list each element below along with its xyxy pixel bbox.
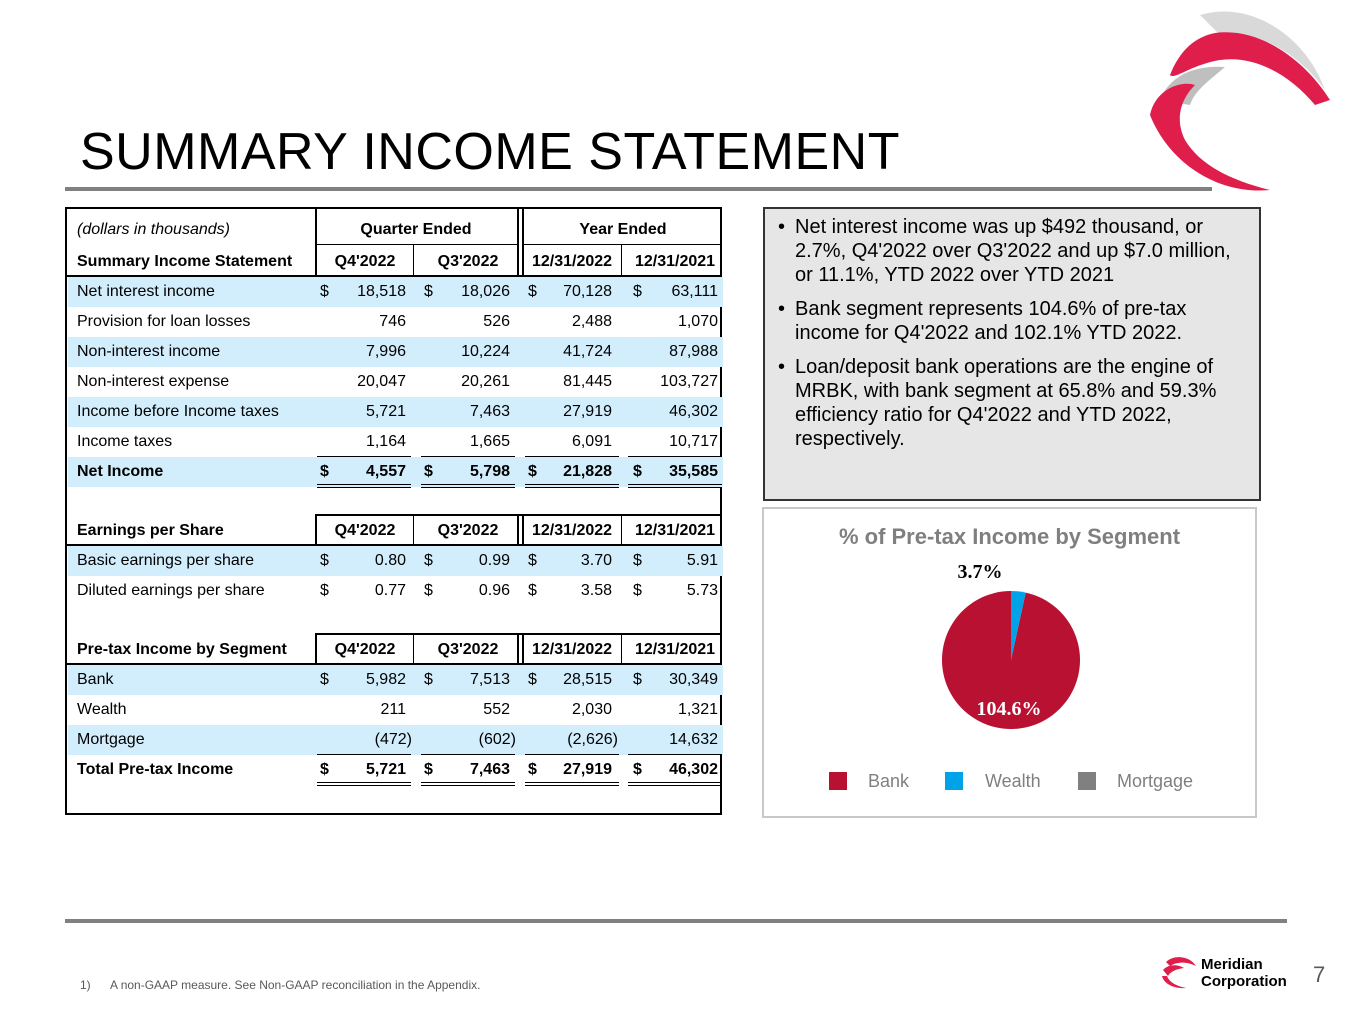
value-ytd-2022: 70,128 — [563, 283, 612, 300]
table-column-header-row — [68, 247, 723, 277]
table-row — [68, 695, 723, 725]
total-double-rule — [317, 782, 411, 786]
value-ytd-2021: 5.91 — [686, 552, 718, 569]
bullet-efficiency: • Loan/deposit bank operations are the engine of MRBK, with bank segment at 65.8% and 59.3% efficiency ratio for Q4'2022 and YTD 2022, respectively. — [795, 355, 1239, 451]
value-q3: 20,261 — [461, 373, 510, 390]
value-q3: 0.99 — [478, 552, 510, 569]
table-row-net-income — [68, 457, 723, 487]
value-q3: 526 — [483, 313, 510, 330]
value-ytd-2021: 63,111 — [671, 283, 718, 300]
eps-header-bottom-rule — [67, 544, 722, 546]
value-q3: 0.96 — [478, 582, 510, 599]
row-label: Provision for loan losses — [77, 313, 251, 330]
eps-header: Earnings per Share — [77, 522, 224, 539]
row-label: Wealth — [77, 701, 127, 718]
col-ytd-2022: 12/31/2022 — [531, 641, 613, 658]
company-name-line-2: Corporation — [1201, 973, 1287, 990]
year-header-line — [522, 244, 722, 245]
column-separator — [621, 516, 622, 546]
bullet-bank-segment: • Bank segment represents 104.6% of pre-tax income for Q4'2022 and 102.1% YTD 2022. — [795, 297, 1239, 345]
value-ytd-2022: 2,488 — [571, 313, 612, 330]
dollar-sign: $ — [633, 582, 642, 599]
row-label: Net interest income — [77, 283, 215, 300]
segment-header-row — [68, 635, 723, 665]
row-label: Basic earnings per share — [77, 552, 254, 569]
value-q3: 18,026 — [461, 283, 510, 300]
column-separator — [522, 209, 524, 277]
meridian-small-logo-icon — [1160, 954, 1198, 990]
chart-title: % of Pre-tax Income by Segment — [838, 524, 1181, 549]
value-ytd-2021: 5.73 — [686, 582, 718, 599]
table-row-total-pretax — [68, 755, 723, 785]
value-q4: 5,721 — [365, 761, 406, 778]
col-q4-2022: Q4'2022 — [334, 253, 396, 270]
column-separator — [517, 209, 519, 277]
page-title: SUMMARY INCOME STATEMENT — [80, 123, 900, 181]
meridian-swirl-logo — [1140, 5, 1335, 195]
swirl-red-band-2 — [1150, 84, 1270, 191]
column-separator — [315, 209, 317, 277]
units-note: (dollars in thousands) — [77, 221, 230, 238]
value-q4: 746 — [379, 313, 406, 330]
col-ytd-2021: 12/31/2021 — [634, 641, 716, 658]
value-ytd-2022: 3.70 — [580, 552, 612, 569]
table-row — [68, 397, 723, 427]
year-ended-header: Year Ended — [579, 221, 667, 238]
total-double-rule — [421, 782, 515, 786]
row-label: Income taxes — [77, 433, 173, 450]
value-ytd-2022: (2,626) — [567, 731, 618, 748]
quarter-ended-header: Quarter Ended — [360, 221, 472, 238]
chart-legend — [764, 769, 1255, 793]
row-label: Net Income — [77, 463, 164, 480]
col-q3-2022: Q3'2022 — [437, 641, 499, 658]
value-q3: (602) — [478, 731, 516, 748]
company-name — [1201, 956, 1287, 990]
total-double-rule — [525, 484, 619, 488]
table-row — [68, 427, 723, 457]
value-q3: 7,463 — [469, 403, 510, 420]
header-bottom-rule — [67, 275, 722, 277]
value-q3: 1,665 — [469, 433, 510, 450]
table-row — [68, 576, 723, 606]
segment-header: Pre-tax Income by Segment — [77, 641, 287, 658]
small-logo-band-3 — [1162, 976, 1186, 988]
value-ytd-2022: 21,828 — [563, 463, 612, 480]
footnote: 1) A non-GAAP measure. See Non-GAAP reconciliation in the Appendix. — [80, 978, 481, 992]
value-q4: 20,047 — [357, 373, 406, 390]
value-ytd-2022: 81,445 — [563, 373, 612, 390]
value-ytd-2021: 46,302 — [669, 403, 718, 420]
total-double-rule — [525, 782, 619, 786]
col-q3-2022: Q3'2022 — [437, 522, 499, 539]
dollar-sign: $ — [424, 761, 433, 778]
small-logo-band-1 — [1166, 957, 1196, 966]
col-ytd-2022: 12/31/2022 — [531, 522, 613, 539]
col-ytd-2021: 12/31/2021 — [634, 522, 716, 539]
legend-swatch-wealth — [945, 772, 963, 790]
row-label: Bank — [77, 671, 114, 688]
small-logo-band-2 — [1163, 965, 1184, 976]
dollar-sign: $ — [320, 463, 329, 480]
column-separator — [522, 635, 524, 665]
legend-label-bank: Bank — [868, 771, 910, 791]
total-double-rule — [628, 484, 722, 488]
title-divider — [65, 187, 1212, 191]
value-q4: 0.80 — [374, 552, 406, 569]
table-row — [68, 725, 723, 755]
value-q3: 5,798 — [469, 463, 510, 480]
dollar-sign: $ — [320, 671, 329, 688]
total-double-rule — [628, 782, 722, 786]
column-separator — [517, 635, 519, 665]
column-separator — [621, 245, 622, 277]
legend-swatch-bank — [829, 772, 847, 790]
col-ytd-2022: 12/31/2022 — [531, 253, 613, 270]
value-q3: 7,463 — [469, 761, 510, 778]
value-ytd-2022: 2,030 — [571, 701, 612, 718]
value-q4: 0.77 — [374, 582, 406, 599]
value-ytd-2021: 10,717 — [669, 433, 718, 450]
dollar-sign: $ — [424, 283, 433, 300]
column-separator — [315, 516, 317, 546]
dollar-sign: $ — [528, 283, 537, 300]
commentary-box — [763, 207, 1261, 501]
table-row — [68, 337, 723, 367]
eps-header-row — [68, 516, 723, 546]
table-row — [68, 367, 723, 397]
value-ytd-2021: 30,349 — [669, 671, 718, 688]
value-q3: 7,513 — [469, 671, 510, 688]
bullet-net-interest: • Net interest income was up $492 thousand, or 2.7%, Q4'2022 over Q3'2022 and up $7.0 million, or 11.1%, YTD 2022 over YTD 2021 — [795, 215, 1239, 287]
row-label: Non-interest income — [77, 343, 221, 360]
column-separator — [621, 635, 622, 665]
dollar-sign: $ — [424, 582, 433, 599]
table-row — [68, 665, 723, 695]
page-number: 7 — [1313, 962, 1326, 987]
value-ytd-2021: 87,988 — [669, 343, 718, 360]
commentary-list — [795, 215, 1239, 451]
column-separator — [413, 245, 414, 277]
table-group-header-row — [68, 215, 723, 245]
dollar-sign: $ — [320, 283, 329, 300]
data-label-wealth: 3.7% — [957, 561, 1003, 583]
value-q4: 211 — [380, 701, 406, 718]
table-row — [68, 277, 723, 307]
dollar-sign: $ — [633, 552, 642, 569]
segment-header-bottom-rule — [67, 663, 722, 665]
value-ytd-2021: 14,632 — [669, 731, 718, 748]
dollar-sign: $ — [320, 582, 329, 599]
value-ytd-2021: 1,321 — [677, 701, 718, 718]
value-q4: 1,164 — [365, 433, 406, 450]
value-q4: 18,518 — [357, 283, 406, 300]
column-separator — [413, 635, 414, 665]
dollar-sign: $ — [528, 463, 537, 480]
value-q4: (472) — [374, 731, 412, 748]
row-label: Mortgage — [77, 731, 145, 748]
dollar-sign: $ — [528, 761, 537, 778]
segment-header-top-rule — [315, 633, 722, 635]
column-separator — [517, 516, 519, 546]
dollar-sign: $ — [320, 552, 329, 569]
value-ytd-2022: 28,515 — [563, 671, 612, 688]
col-q4-2022: Q4'2022 — [334, 522, 396, 539]
value-ytd-2022: 6,091 — [571, 433, 612, 450]
dollar-sign: $ — [633, 463, 642, 480]
column-separator — [522, 516, 524, 546]
total-double-rule — [421, 484, 515, 488]
quarter-header-line — [315, 244, 517, 245]
value-ytd-2022: 27,919 — [563, 761, 612, 778]
value-ytd-2021: 35,585 — [669, 463, 718, 480]
dollar-sign: $ — [424, 463, 433, 480]
value-q3: 552 — [483, 701, 510, 718]
table-row — [68, 307, 723, 337]
value-ytd-2021: 46,302 — [669, 761, 718, 778]
value-q4: 4,557 — [365, 463, 406, 480]
footer-divider — [65, 919, 1287, 923]
row-label: Income before Income taxes — [77, 403, 279, 420]
value-q4: 5,982 — [365, 671, 406, 688]
column-separator — [315, 635, 317, 665]
row-label: Non-interest expense — [77, 373, 230, 390]
row-label: Total Pre-tax Income — [77, 761, 234, 778]
eps-header-top-rule — [315, 514, 722, 516]
income-statement-table — [65, 207, 722, 815]
column-separator — [413, 516, 414, 546]
segment-pie-chart — [762, 507, 1257, 818]
dollar-sign: $ — [633, 283, 642, 300]
col-q3-2022: Q3'2022 — [437, 253, 499, 270]
dollar-sign: $ — [424, 552, 433, 569]
legend-swatch-mortgage — [1078, 772, 1096, 790]
summary-header: Summary Income Statement — [77, 253, 293, 270]
legend-label-wealth: Wealth — [985, 771, 1041, 791]
col-ytd-2021: 12/31/2021 — [634, 253, 716, 270]
value-q4: 5,721 — [365, 403, 406, 420]
dollar-sign: $ — [528, 671, 537, 688]
value-ytd-2022: 41,724 — [563, 343, 612, 360]
value-ytd-2021: 1,070 — [677, 313, 718, 330]
dollar-sign: $ — [633, 761, 642, 778]
col-q4-2022: Q4'2022 — [334, 641, 396, 658]
value-ytd-2022: 27,919 — [563, 403, 612, 420]
dollar-sign: $ — [528, 552, 537, 569]
dollar-sign: $ — [424, 671, 433, 688]
legend-label-mortgage: Mortgage — [1117, 771, 1194, 791]
value-ytd-2022: 3.58 — [580, 582, 612, 599]
table-row — [68, 546, 723, 576]
dollar-sign: $ — [528, 582, 537, 599]
value-q4: 7,996 — [365, 343, 406, 360]
value-ytd-2021: 103,727 — [660, 373, 718, 390]
row-label: Diluted earnings per share — [77, 582, 265, 599]
value-q3: 10,224 — [461, 343, 510, 360]
dollar-sign: $ — [633, 671, 642, 688]
dollar-sign: $ — [320, 761, 329, 778]
company-name-line-1: Meridian — [1201, 956, 1263, 973]
data-label-bank: 104.6% — [976, 698, 1042, 720]
total-double-rule — [317, 484, 411, 488]
